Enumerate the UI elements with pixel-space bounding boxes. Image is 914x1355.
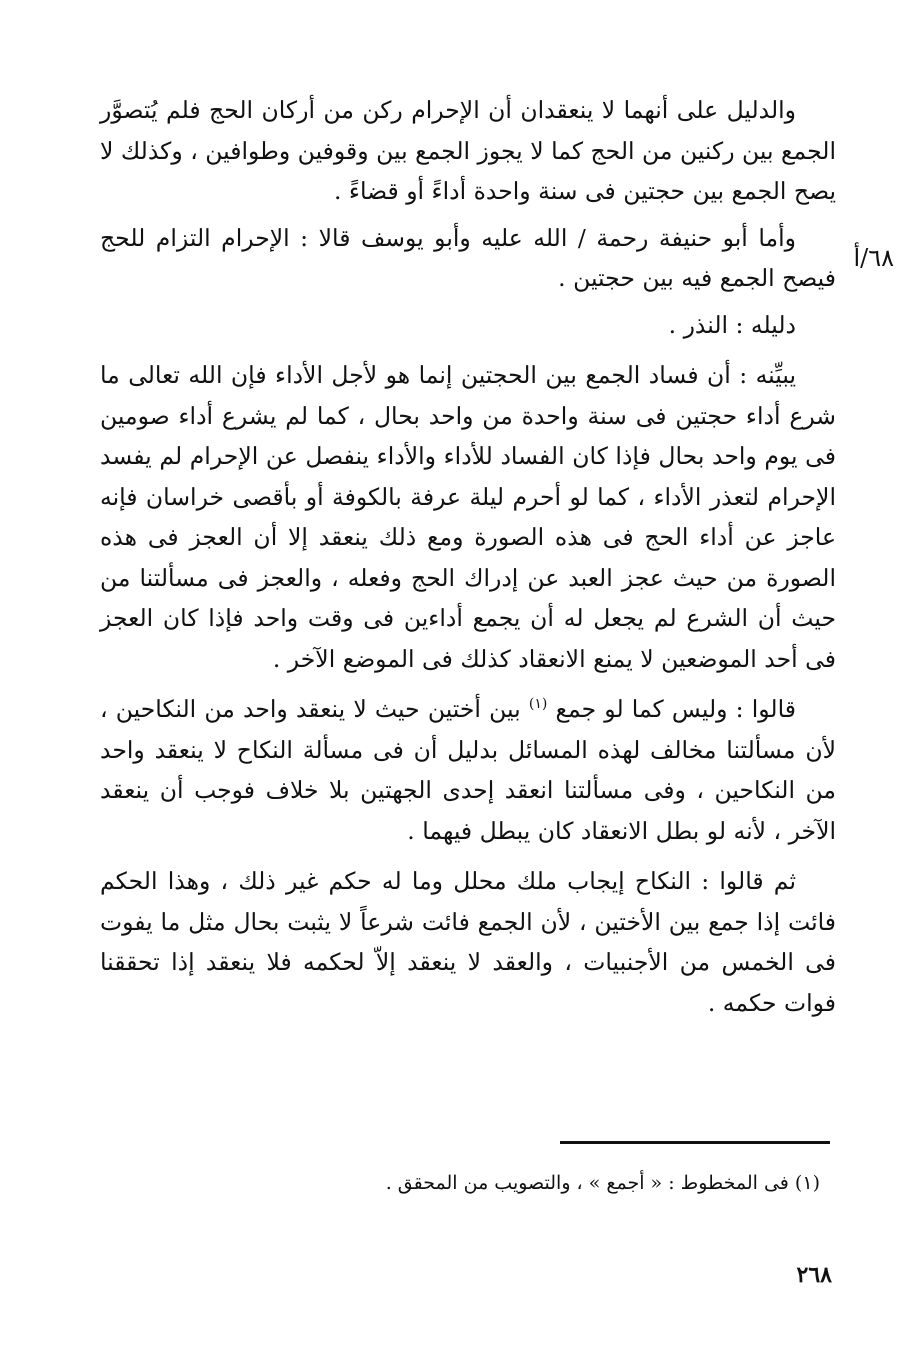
paragraph-5-start: قالوا : وليس كما لو جمع xyxy=(555,695,796,723)
paragraph-6: ثم قالوا : النكاح إيجاب ملك محلل وما له حكم غير ذلك ، وهذا الحكم فائت إذا جمع بين الأختين ، لأن الجمع فائت شرعاً لا يثبت بحال مثل ما يفوت فى الخمس من الأجنبيات ، والعقد لا ينعقد إلاّ لحكمه فلا ينعقد إذا تحققنا فوات حكمه . xyxy=(100,867,836,1017)
footnote-separator xyxy=(560,1141,830,1144)
footnote-marker: (١) xyxy=(528,696,548,713)
paragraph-3: دليله : النذر . xyxy=(668,310,796,339)
paragraph-4: يبيِّنه : أن فساد الجمع بين الحجتين إنما هو لأجل الأداء فإن الله تعالى ما شرع أداء حجتين فى سنة واحدة من واحد بحال ، كما لم يشرع أداء صومين فى يوم واحد بحال فإذا كان الفساد للأداء والأداء ينفصل عن الإحرام لم يفسد الإحرام لتعذر الأداء ، كما لو أحرم ليلة عرفة بالكوفة أو بأقصى خراسان فإنه عاجز عن أداء الحج فى هذه الصورة ومع ذلك ينعقد إلا أن العجز فى هذه الصورة من حيث عجز العبد عن إدراك الحج وفعله ، والعجز فى مسألتنا من حيث أن الشرع لم يجعل له أن يجمع أداءين فى وقت واحد فإذا كان العجز فى أحد الموضعين لا يمنع الانعقاد كذلك فى الموضع الآخر . xyxy=(100,361,836,673)
manuscript-folio-reference: ٦٨/أ xyxy=(853,244,894,272)
paragraph-5 xyxy=(100,689,836,851)
paragraph-1: والدليل على أنهما لا ينعقدان أن الإحرام ركن من أركان الحج فلم يُتصوَّر الجمع بين ركنين من الحج كما لا يجوز الجمع بين وقوفين وطوافين ، وكذلك لا يصح الجمع بين حجتين فى سنة واحدة أداءً أو قضاءً . xyxy=(100,96,836,205)
footnote: (١) فى المخطوط : « أجمع » ، والتصويب من المحقق . xyxy=(385,1172,820,1194)
main-text xyxy=(100,90,836,1033)
page-number: ٢٦٨ xyxy=(796,1262,832,1288)
paragraph-2: وأما أبو حنيفة رحمة / الله عليه وأبو يوسف قالا : الإحرام التزام للحج فيصح الجمع فيه بين حجتين . xyxy=(100,223,836,292)
paragraph-5-end: بين أختين حيث لا ينعقد واحد من النكاحين ، لأن مسألتنا مخالف لهذه المسائل بدليل أن فى مسألة النكاح لا ينعقد واحد من النكاحين ، وفى مسألتنا انعقد إحدى الجهتين بلا خلاف فوجب أن ينعقد الآخر ، لأنه لو بطل الانعقاد كان يبطل فيهما . xyxy=(100,695,836,845)
